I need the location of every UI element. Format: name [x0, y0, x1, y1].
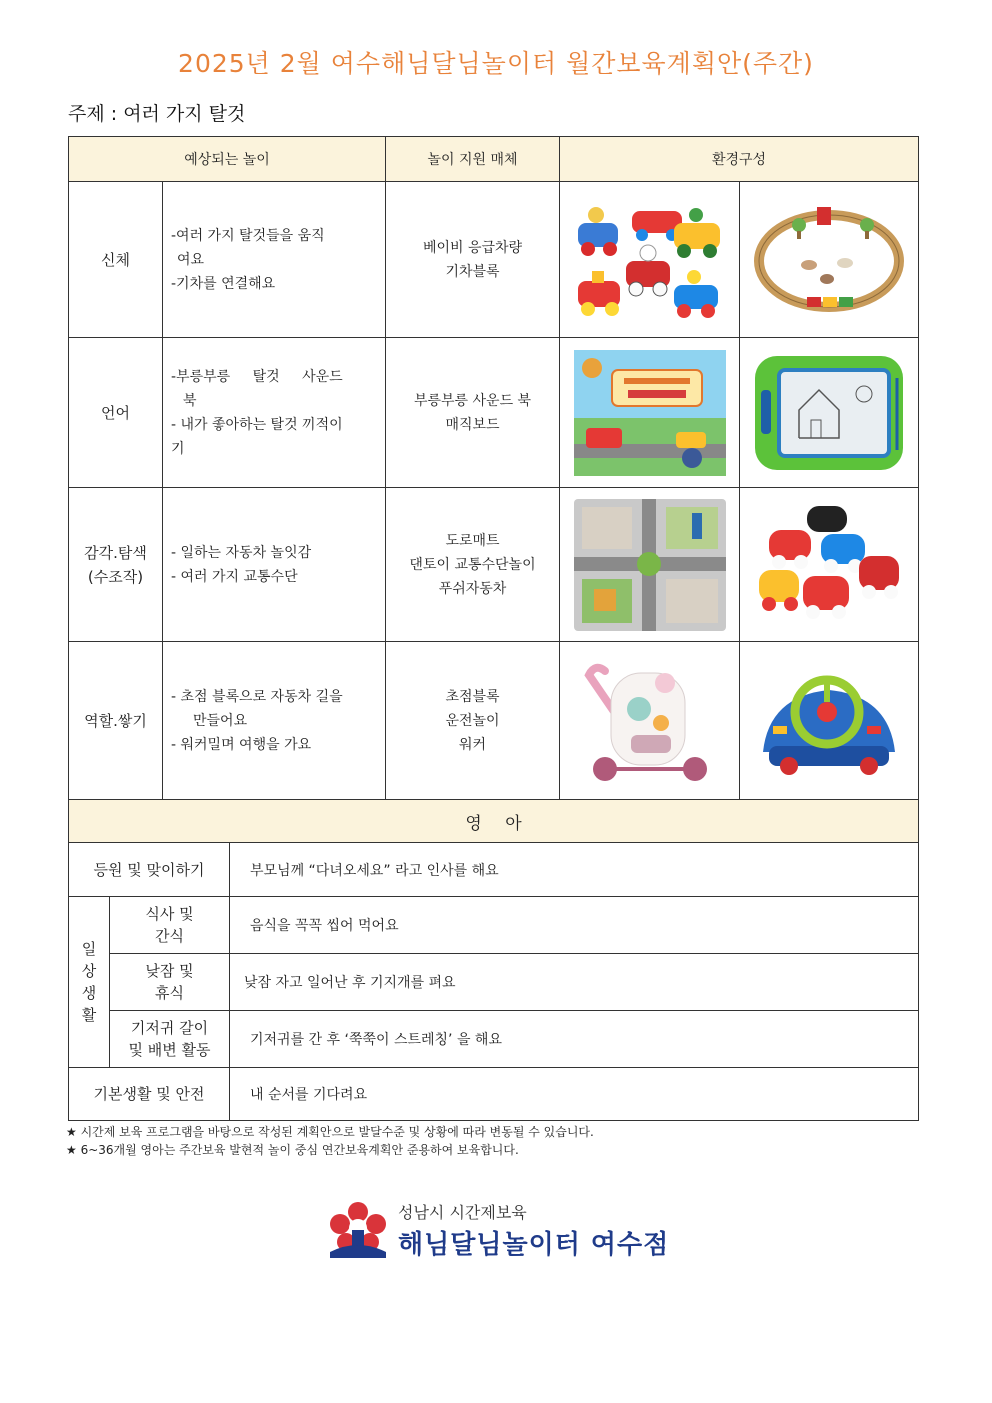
org-logo: [326, 1196, 676, 1266]
play-desc-cell: - 초점 블록으로 자동차 길을 만들어요 - 워커밀며 여행을 가요: [163, 642, 386, 800]
nap-text: 낮잠 자고 일어난 후 기지개를 펴요: [230, 954, 919, 1011]
diaper-label: 기저귀 갈이 및 배변 활동: [110, 1011, 230, 1068]
road-mat-image: [560, 488, 740, 642]
category-cell: 신체: [69, 182, 163, 338]
push-cars-image: [740, 488, 919, 642]
media-cell: 베이비 응급차량 기차블록: [386, 182, 560, 338]
footnote: ★ 시간제 보육 프로그램을 바탕으로 작성된 계획안으로 발달수준 및 상황에 따라 변동될 수 있습니다.: [66, 1125, 594, 1139]
basic-life-label: 기본생활 및 안전: [69, 1068, 230, 1121]
table-row: [69, 488, 919, 642]
daily-life-group-label: 일 상 생 활: [69, 897, 110, 1068]
category-cell: 언어: [69, 338, 163, 488]
meal-label: 식사 및 간식: [110, 897, 230, 954]
arrival-text: 부모님께 “다녀오세요” 라고 인사를 해요: [230, 843, 919, 897]
wooden-train-set-image: [740, 182, 919, 338]
header-play: 예상되는 놀이: [69, 137, 386, 182]
category-cell: 감각.탐색 (수조작): [69, 488, 163, 642]
weekly-plan-table: [68, 136, 919, 843]
basic-life-text: 내 순서를 기다려요: [230, 1068, 919, 1121]
header-media: 놀이 지원 매체: [386, 137, 560, 182]
category-cell: 역할.쌓기: [69, 642, 163, 800]
magic-board-image: [740, 338, 919, 488]
logo-subtitle: 성남시 시간제보육: [398, 1203, 527, 1222]
toy-cars-image: [560, 182, 740, 338]
table-row: [69, 642, 919, 800]
steering-wheel-toy-image: [740, 642, 919, 800]
subject-label: 주제 : 여러 가지 탈것: [68, 103, 246, 125]
footnote: ★ 6~36개월 영아는 주간보육 발현적 놀이 중심 연간보육계획안 준용하여 보육합니다.: [66, 1143, 519, 1157]
arrival-label: 등원 및 맞이하기: [69, 843, 230, 897]
header-env: 환경구성: [560, 137, 919, 182]
nap-label: 낮잠 및 휴식: [110, 954, 230, 1011]
table-row: [69, 182, 919, 338]
play-desc-cell: -여러 가지 탈것들을 움직 여요 -기차를 연결해요: [163, 182, 386, 338]
logo-title: 해님달님놀이터 여수점: [398, 1230, 670, 1260]
media-cell: 부릉부릉 사운드 북 매직보드: [386, 338, 560, 488]
section-infant: 영 아: [69, 800, 919, 843]
walker-image: [560, 642, 740, 800]
play-desc-cell: -부릉부릉 탈것 사운드 북 - 내가 좋아하는 탈것 끼적이 기: [163, 338, 386, 488]
footnotes: [66, 1123, 594, 1159]
page-title: 2025년 2월 여수해님달님놀이터 월간보육계획안(주간): [178, 49, 814, 78]
flower-emblem-icon: [326, 1200, 390, 1262]
media-cell: 도로매트 댄토이 교통수단놀이 푸쉬자동차: [386, 488, 560, 642]
table-row: [69, 338, 919, 488]
media-cell: 초점블록 운전놀이 워커: [386, 642, 560, 800]
sound-book-image: [560, 338, 740, 488]
daily-life-table: [68, 842, 919, 1121]
play-desc-cell: - 일하는 자동차 놀잇감 - 여러 가지 교통수단: [163, 488, 386, 642]
diaper-text: 기저귀를 간 후 ‘쭉쭉이 스트레칭’ 을 해요: [230, 1011, 919, 1068]
meal-text: 음식을 꼭꼭 씹어 먹어요: [230, 897, 919, 954]
